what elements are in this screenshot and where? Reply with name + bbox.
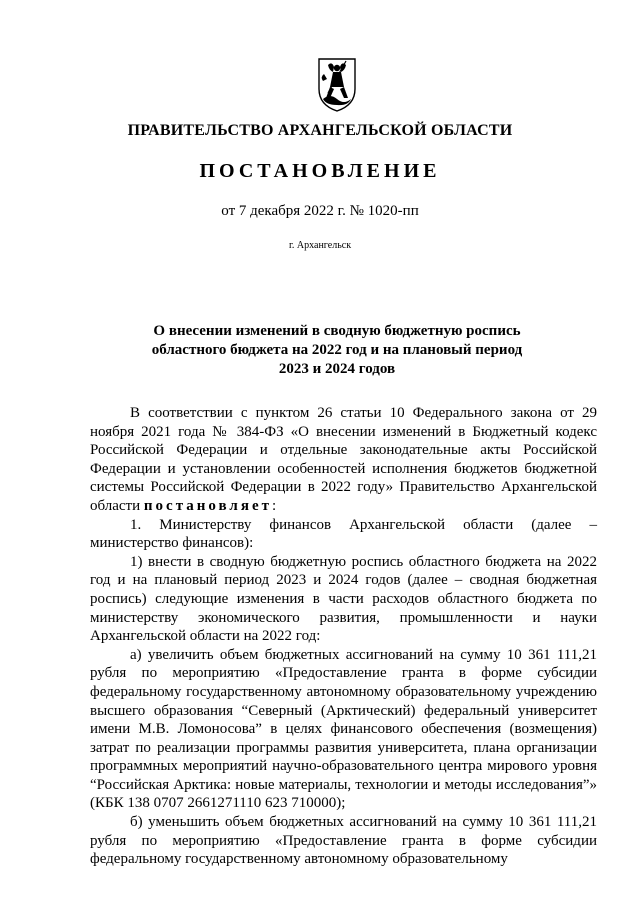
preamble-paragraph (90, 404, 597, 516)
title-line: областного бюджета на 2022 год и на плановый период (151, 342, 523, 358)
title-line: О внесении изменений в сводную бюджетную роспись (153, 323, 521, 339)
paragraph-item-a: а) увеличить объем бюджетных ассигнований на сумму 10 361 111,21 рубля по мероприятию «Предоставление гранта в форме субсидии федеральному государственному автономному образовательному учреждению высшего образования “Северный (Арктический) федеральный университет имени М.В. Ломоносова” в целях финансового обеспечения (возмещения) затрат по реализации программы развития университета, плана организации программных мероприятий научно-образовательного центра мирового уровня “Российская Арктика: новые материалы, технологии и методы исследования”» (КБК 138 0707 2661271110 623 710000); (90, 646, 597, 812)
document-title (130, 322, 544, 379)
title-line: 2023 и 2024 годов (278, 361, 396, 377)
paragraph-item-b: б) уменьшить объем бюджетных ассигнований на сумму 10 361 111,21 рубля по мероприятию «Предоставление гранта в форме субсидии федеральному государственному автономному образовательному (90, 814, 597, 868)
date-and-number: от 7 декабря 2022 г. № 1020-пп (221, 203, 419, 219)
paragraph-item-1-1: 1) внести в сводную бюджетную роспись областного бюджета на 2022 год и на плановый период 2023 и 2024 годов (далее – сводная бюджетная роспись) следующие изменения в части расходов областного бюджета по министерству экономического развития, промышленности и науки Архангельской области на 2022 год: (90, 553, 597, 645)
preamble-text: В соответствии с пунктом 26 статьи 10 Федерального закона от 29 ноября 2021 года № 384-ФЗ «О внесении изменений в Бюджетный кодекс Российской Федерации и отдельные законодательные акты Российской Федерации и установлении особенностей исполнения бюджетов бюджетной системы Российской Федерации в 2022 году» Правительство Архангельской области (90, 405, 597, 514)
resolves-colon: : (272, 497, 277, 514)
resolves-word: постановляет (143, 497, 272, 514)
organization-name: ПРАВИТЕЛЬСТВО АРХАНГЕЛЬСКОЙ ОБЛАСТИ (127, 122, 513, 139)
coat-of-arms-emblem-icon (316, 57, 358, 113)
document-body (90, 404, 597, 869)
paragraph-item-1: 1. Министерству финансов Архангельской области (далее – министерство финансов): (90, 516, 597, 552)
city: г. Архангельск (288, 240, 352, 251)
document-type: ПОСТАНОВЛЕНИЕ (199, 160, 441, 182)
